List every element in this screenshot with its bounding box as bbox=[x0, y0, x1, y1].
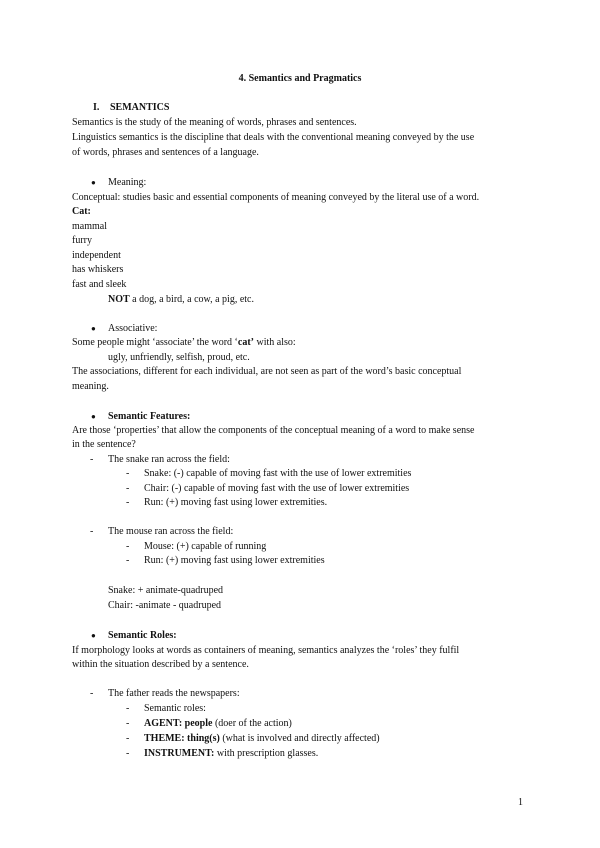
example-detail: Snake: (-) capable of moving fast with the use of lower extremities bbox=[144, 468, 412, 479]
feature-item: furry bbox=[72, 235, 92, 246]
feature-item: independent bbox=[72, 250, 121, 261]
bullet-icon: ● bbox=[91, 324, 96, 333]
agent-role bbox=[144, 718, 292, 730]
dash-icon: - bbox=[90, 454, 94, 465]
associative-examples: ugly, unfriendly, selfish, proud, etc. bbox=[108, 352, 250, 363]
dash-icon: - bbox=[126, 703, 130, 714]
roles-subheading: Semantic roles: bbox=[144, 703, 206, 714]
feature-item: has whiskers bbox=[72, 264, 124, 275]
example-detail: Mouse: (+) capable of running bbox=[144, 541, 267, 552]
intro-line: Linguistics semantics is the discipline that deals with the conventional meaning conveyed by the use bbox=[72, 132, 475, 143]
meaning-heading: Meaning: bbox=[108, 177, 147, 188]
feature-item: fast and sleek bbox=[72, 279, 127, 290]
section-heading: SEMANTICS bbox=[110, 102, 170, 113]
agent-label: AGENT: people bbox=[144, 718, 213, 729]
example-sentence: The snake ran across the field: bbox=[108, 454, 230, 465]
associative-text: Some people might ‘associate’ the word ‘ bbox=[72, 337, 238, 348]
bullet-icon: ● bbox=[91, 631, 96, 640]
page-number: 1 bbox=[518, 797, 523, 808]
associative-line bbox=[72, 337, 296, 349]
associative-word: cat’ bbox=[237, 337, 254, 348]
roles-definition: If morphology looks at words as containers of meaning, semantics analyzes the ‘roles’ they fulfil bbox=[72, 645, 460, 656]
theme-label: THEME: thing(s) bbox=[144, 733, 220, 744]
page-title: 4. Semantics and Pragmatics bbox=[238, 73, 362, 84]
dash-icon: - bbox=[126, 483, 130, 494]
instrument-role bbox=[144, 748, 318, 760]
features-definition: in the sentence? bbox=[72, 439, 136, 450]
features-definition: Are those ‘properties’ that allow the components of the conceptual meaning of a word to make sense bbox=[72, 425, 475, 436]
dash-icon: - bbox=[126, 497, 130, 508]
dash-icon: - bbox=[126, 555, 130, 566]
intro-line: Semantics is the study of the meaning of words, phrases and sentences. bbox=[72, 117, 357, 128]
not-text: a dog, a bird, a cow, a pig, etc. bbox=[129, 294, 254, 305]
example-sentence: The mouse ran across the field: bbox=[108, 526, 234, 537]
theme-text: (what is involved and directly affected) bbox=[219, 733, 380, 744]
instrument-text: with prescription glasses. bbox=[214, 748, 319, 759]
section-number: I. bbox=[93, 102, 100, 113]
dash-icon: - bbox=[90, 526, 94, 537]
conceptual-definition: Conceptual: studies basic and essential components of meaning conveyed by the literal use of a word. bbox=[72, 192, 480, 203]
dash-icon: - bbox=[126, 733, 130, 744]
intro-line: of words, phrases and sentences of a language. bbox=[72, 147, 259, 158]
dash-icon: - bbox=[90, 688, 94, 699]
associative-heading: Associative: bbox=[108, 323, 158, 334]
roles-definition: within the situation described by a sentence. bbox=[72, 659, 249, 670]
example-word: Cat: bbox=[72, 206, 91, 217]
not-line bbox=[108, 294, 254, 306]
associative-note: meaning. bbox=[72, 381, 109, 392]
associative-note: The associations, different for each individual, are not seen as part of the word’s basic conceptual bbox=[72, 366, 462, 377]
dash-icon: - bbox=[126, 718, 130, 729]
theme-role bbox=[144, 733, 380, 745]
dash-icon: - bbox=[126, 541, 130, 552]
semantic-roles-heading: Semantic Roles: bbox=[108, 630, 177, 641]
chair-feature: Chair: -animate - quadruped bbox=[108, 600, 222, 611]
bullet-icon: ● bbox=[91, 412, 96, 421]
associative-text: with also: bbox=[254, 337, 296, 348]
example-detail: Chair: (-) capable of moving fast with the use of lower extremities bbox=[144, 483, 410, 494]
not-label: NOT bbox=[108, 294, 130, 305]
bullet-icon: ● bbox=[91, 178, 96, 187]
dash-icon: - bbox=[126, 468, 130, 479]
semantic-features-heading: Semantic Features: bbox=[108, 411, 191, 422]
dash-icon: - bbox=[126, 748, 130, 759]
example-sentence: The father reads the newspapers: bbox=[108, 688, 240, 699]
example-detail: Run: (+) moving fast using lower extremities bbox=[144, 555, 325, 566]
snake-feature: Snake: + animate-quadruped bbox=[108, 585, 224, 596]
feature-item: mammal bbox=[72, 221, 107, 232]
example-detail: Run: (+) moving fast using lower extremities. bbox=[144, 497, 328, 508]
instrument-label: INSTRUMENT: bbox=[144, 748, 215, 759]
agent-text: (doer of the action) bbox=[212, 718, 292, 729]
